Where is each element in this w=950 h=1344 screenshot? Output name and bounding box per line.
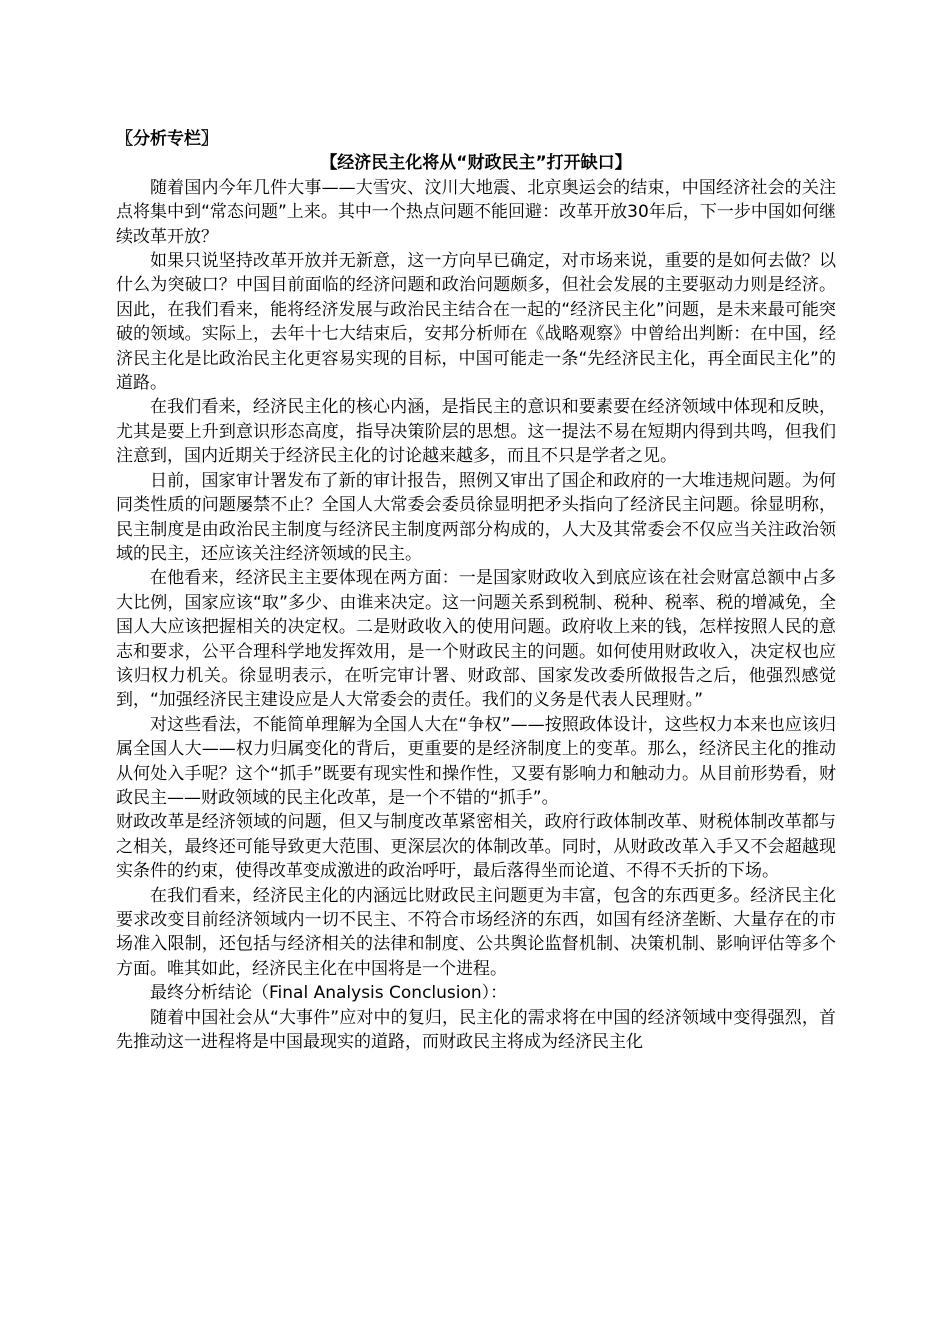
paragraph-5: 在他看来，经济民主主要体现在两方面：一是国家财政收入到底应该在社会财富总额中占多大比例，国家应该“取”多少、由谁来决定。这一问题关系到税制、税种、税率、税的增减免，全国人大应该把握相关的决定权。二是财政收入的使用问题。政府收上来的钱，怎样按照人民的意志和要求，公平合理科学地发挥效用，是一个财政民主的问题。如何使用财政收入，决定权也应该归权力机关。徐显明表示，在听完审计署、财政部、国家发改委所做报告之后，他强烈感觉到，“加强经济民主建设应是人大常委会的责任。我们的义务是代表人民理财。” bbox=[116, 568, 836, 711]
column-tag: 〖分析专栏〗 bbox=[116, 129, 218, 149]
paragraph-2: 如果只说坚持改革开放并无新意，这一方向早已确定，对市场来说，重要的是如何去做？以什么为突破口？中国目前面临的经济问题和政治问题颇多，但社会发展的主要驱动力则是经济。因此，在我们看来，能将经济发展与政治民主结合在一起的“经济民主化”问题，是未来最可能突破的领域。实际上，去年十七大结束后，安邦分析师在《战略观察》中曾给出判断：在中国，经济民主化是比政治民主化更容易实现的目标，中国可能走一条“先经济民主化，再全面民主化”的道路。 bbox=[116, 251, 836, 394]
article-headline: 【经济民主化将从“财政民主”打开缺口】 bbox=[320, 153, 632, 174]
document-page bbox=[116, 127, 836, 1054]
conclusion-text: 随着中国社会从“大事件”应对中的复归，民主化的需求将在中国的经济领域中变得强烈，首先推动这一进程将是中国最现实的道路，而财政民主将成为经济民主化 bbox=[116, 1007, 836, 1053]
paragraph-6: 对这些看法，不能简单理解为全国人大在“争权”——按照政体设计，这些权力本来也应该归属全国人大——权力归属变化的背后，更重要的是经济制度上的变革。那么，经济民主化的推动从何处入手呢？这个“抓手”既要有现实性和操作性，又要有影响力和触动力。从目前形势看，财政民主——财政领域的民主化改革，是一个不错的“抓手”。 bbox=[116, 714, 836, 808]
paragraph-7: 财政改革是经济领域的问题，但又与制度改革紧密相关，政府行政体制改革、财税体制改革都与之相关，最终还可能导致更大范围、更深层次的体制改革。同时，从财政改革入手又不会超越现实条件的约束，使得改革变成激进的政治呼吁，最后落得坐而论道、不得不夭折的下场。 bbox=[116, 812, 836, 882]
paragraph-8: 在我们看来，经济民主化的内涵远比财政民主问题更为丰富，包含的东西更多。经济民主化要求改变目前经济领域内一切不民主、不符合市场经济的东西，如国有经济垄断、大量存在的市场准入限制，还包括与经济相关的法律和制度、公共舆论监督机制、决策机制、影响评估等多个方面。唯其如此，经济民主化在中国将是一个进程。 bbox=[116, 885, 836, 979]
conclusion-label: 最终分析结论（Final Analysis Conclusion）： bbox=[150, 983, 508, 1004]
paragraph-1: 随着国内今年几件大事——大雪灾、汶川大地震、北京奥运会的结束，中国经济社会的关注点将集中到“常态问题”上来。其中一个热点问题不能回避：改革开放30年后，下一步中国如何继续改革开放？ bbox=[116, 177, 836, 247]
paragraph-4: 日前，国家审计署发布了新的审计报告，照例又审出了国企和政府的一大堆违规问题。为何同类性质的问题屡禁不止？全国人大常委会委员徐显明把矛头指向了经济民主问题。徐显明称，民主制度是由政治民主制度与经济民主制度两部分构成的，人大及其常委会不仅应当关注政治领域的民主，还应该关注经济领域的民主。 bbox=[116, 470, 836, 564]
paragraph-3: 在我们看来，经济民主化的核心内涵，是指民主的意识和要素要在经济领域中体现和反映，尤其是要上升到意识形态高度，指导决策阶层的思想。这一提法不易在短期内得到共鸣，但我们注意到，国内近期关于经济民主化的讨论越来越多，而且不只是学者之见。 bbox=[116, 397, 836, 467]
